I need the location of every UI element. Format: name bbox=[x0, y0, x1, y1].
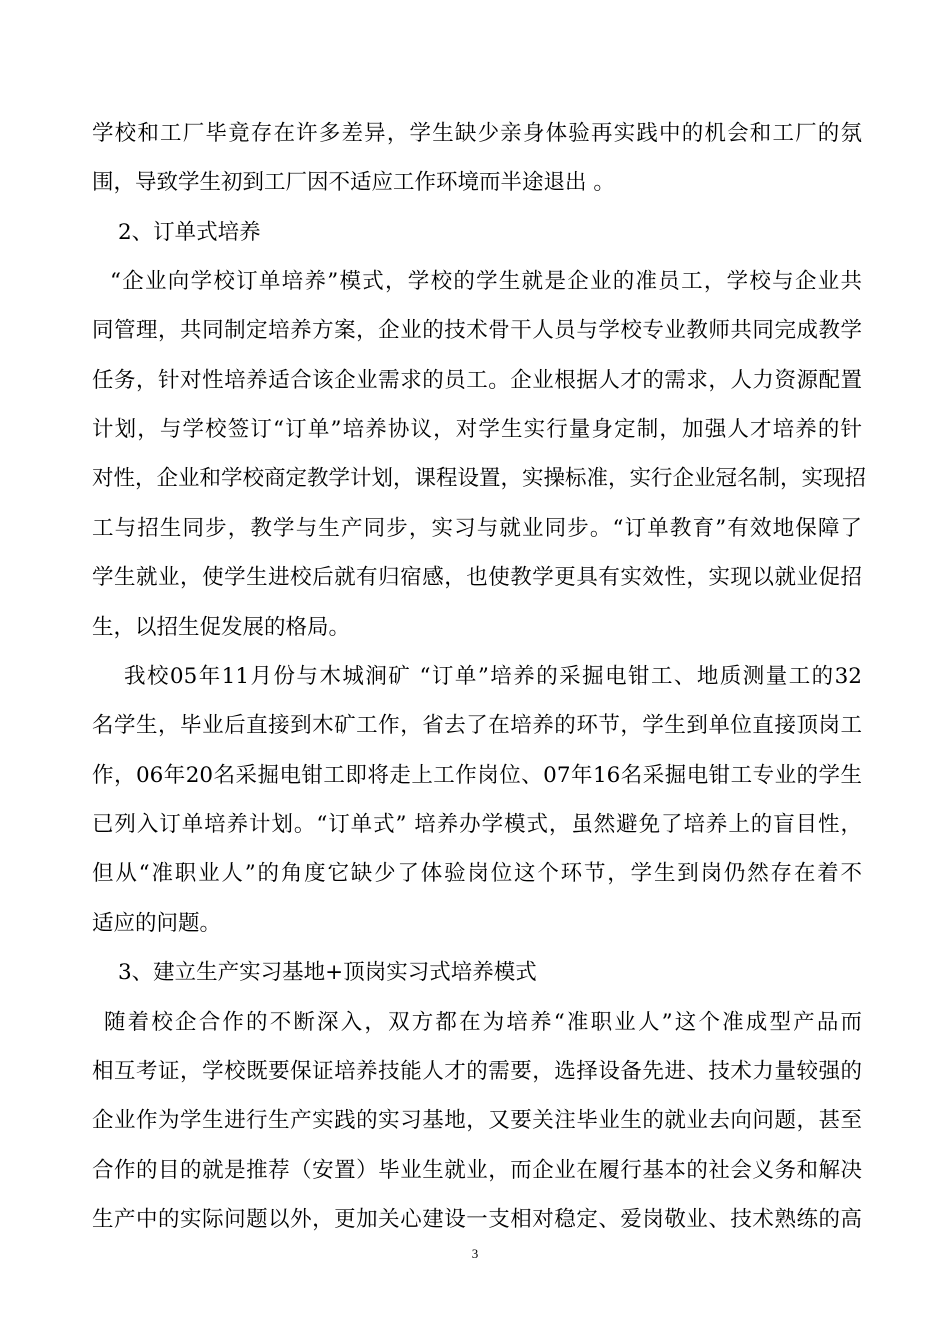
text-line: 工与招生同步，教学与生产同步，实习与就业同步。“订单教育”有效地保障了 bbox=[92, 516, 862, 541]
text-line: 合作的目的就是推荐（安置）毕业生就业，而企业在履行基本的社会义务和解决 bbox=[92, 1158, 862, 1183]
text-line: 作，06年20名采掘电钳工即将走上工作岗位、07年16名采掘电钳工专业的学生 bbox=[92, 763, 862, 788]
text-line: 围，导致学生初到工厂因不适应工作环境而半途退出 。 bbox=[92, 170, 615, 195]
text-line: 生产中的实际问题以外，更加关心建设一支相对稳定、爱岗敬业、技术熟练的高 bbox=[92, 1207, 862, 1232]
text-line: 已列入订单培养计划。“订单式” 培养办学模式，虽然避免了培养上的盲目性， bbox=[92, 812, 862, 837]
section-heading: 2、订单式培养 bbox=[118, 220, 261, 245]
text-line: 名学生，毕业后直接到木矿工作，省去了在培养的环节，学生到单位直接顶岗工 bbox=[92, 713, 862, 738]
text-line: 随着校企合作的不断深入，双方都在为培养“准职业人”这个准成型产品而 bbox=[104, 1010, 862, 1035]
text-line: “企业向学校订单培养”模式，学校的学生就是企业的准员工，学校与企业共 bbox=[110, 269, 862, 294]
text-line: 任务，针对性培养适合该企业需求的员工。企业根据人才的需求，人力资源配置 bbox=[92, 368, 862, 393]
text-line: 计划，与学校签订“订单”培养协议，对学生实行量身定制，加强人才培养的针 bbox=[92, 417, 862, 442]
text-line: 适应的问题。 bbox=[92, 911, 222, 936]
text-line: 生，以招生促发展的格局。 bbox=[92, 615, 351, 640]
page-number: 3 bbox=[471, 1246, 479, 1261]
text-line: 相互考证，学校既要保证培养技能人才的需要，选择设备先进、技术力量较强的 bbox=[92, 1059, 862, 1084]
text-line: 学校和工厂毕竟存在许多差异，学生缺少亲身体验再实践中的机会和工厂的氛 bbox=[92, 121, 862, 146]
text-line: 学生就业，使学生进校后就有归宿感，也使教学更具有实效性，实现以就业促招 bbox=[92, 565, 862, 590]
text-line: 同管理，共同制定培养方案，企业的技术骨干人员与学校专业教师共同完成教学 bbox=[92, 318, 862, 343]
text-line: 我校05年11月份与木城涧矿 “订单”培养的采掘电钳工、地质测量工的32 bbox=[124, 664, 862, 689]
text-line: 但从“准职业人”的角度它缺少了体验岗位这个环节，学生到岗仍然存在着不 bbox=[92, 861, 862, 886]
section-heading: 3、建立生产实习基地+顶岗实习式培养模式 bbox=[118, 960, 537, 985]
text-line: 对性，企业和学校商定教学计划，课程设置，实操标准，实行企业冠名制，实现招 bbox=[92, 466, 867, 491]
text-line: 企业作为学生进行生产实践的实习基地，又要关注毕业生的就业去向问题，甚至 bbox=[92, 1108, 862, 1133]
